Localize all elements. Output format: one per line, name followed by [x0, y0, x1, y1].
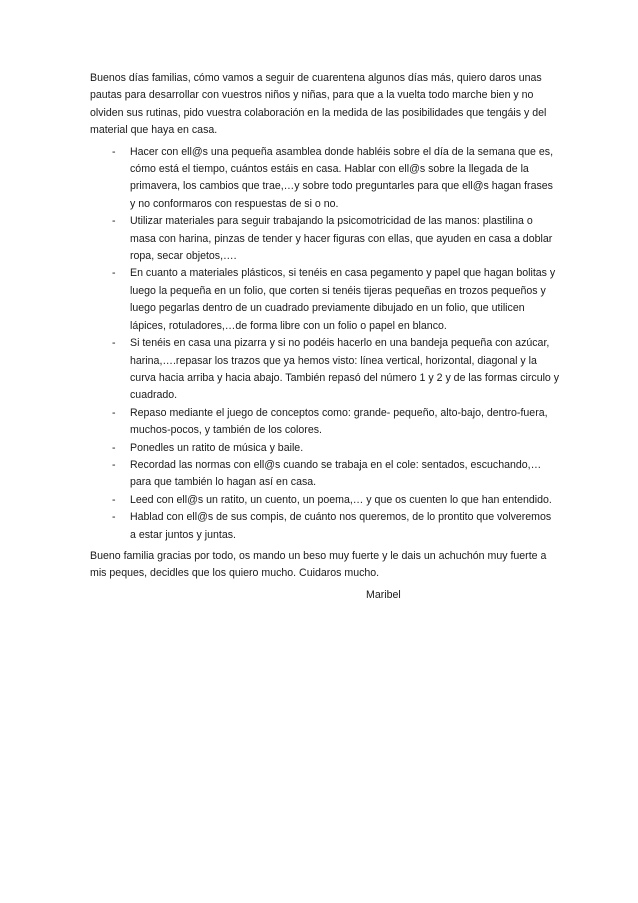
list-item — [90, 335, 560, 405]
signature: Maribel — [366, 588, 401, 601]
list-item — [90, 265, 560, 335]
closing-paragraph: Bueno familia gracias por todo, os mando un beso muy fuerte y le dais un achuchón muy fuerte a mis peques, decidles que los quiero mucho. Cuidaros mucho. — [90, 549, 547, 580]
list-item — [90, 213, 560, 265]
letter-document — [90, 70, 560, 604]
list-item — [90, 509, 560, 544]
list-item — [90, 492, 560, 509]
intro-paragraph: Buenos días familias, cómo vamos a seguir de cuarentena algunos días más, quiero daros unas pautas para desarrollar con vuestros niños y niñas, para que a la vuelta todo marche bien y no olviden sus rutinas, pido vuestra colaboración en la medida de las posibilidades que tengáis y del material que haya en casa. — [90, 72, 547, 137]
bullet-dash: - — [112, 493, 116, 506]
list-item-text: Si tenéis en casa una pizarra y si no podéis hacerlo en una bandeja pequeña con azúcar, harina,….repasar los trazos que ya hemos visto: línea vertical, horizontal, diagonal y la curva hacia arriba y hacia abajo. También repasó del número 1 y 2 y de las formas circulo y cuadrado. — [130, 337, 560, 402]
bullet-dash: - — [112, 406, 116, 419]
bullet-dash: - — [112, 145, 116, 158]
list-item — [90, 144, 560, 214]
list-item-text: Leed con ell@s un ratito, un cuento, un poema,… y que os cuenten lo que han entendido. — [130, 493, 552, 506]
list-item-text: Hacer con ell@s una pequeña asamblea donde habléis sobre el día de la semana que es, cómo está el tiempo, cuántos estáis en casa. Hablar con ell@s sobre la llegada de la primavera, los cambios que trae,…y sobre todo preguntarles para que ell@s hagan frases y no conformaros con respuestas de si o no. — [130, 145, 554, 210]
bullet-dash: - — [112, 441, 116, 454]
list-item-text: Recordad las normas con ell@s cuando se trabaja en el cole: sentados, escuchando,…para que también lo hagan así en casa. — [130, 458, 542, 489]
list-item-text: En cuanto a materiales plásticos, si tenéis en casa pegamento y papel que hagan bolitas y luego la pequeña en un folio, que corten si tenéis tijeras pequeñas en trozos pequeños y luego pegarlas dentro de un cuadrado previamente dibujado en un folio, que utilicen lápices, rotuladores,…de forma libre con un folio o papel en blanco. — [130, 267, 556, 332]
list-item — [90, 457, 560, 492]
bullet-dash: - — [112, 267, 116, 280]
bullet-dash: - — [112, 458, 116, 471]
bullet-dash: - — [112, 511, 116, 524]
list-item-text: Repaso mediante el juego de conceptos como: grande- pequeño, alto-bajo, dentro-fuera, muchos-pocos, y también de los colores. — [130, 406, 548, 437]
bullet-dash: - — [112, 337, 116, 350]
list-item — [90, 440, 560, 457]
bullet-dash: - — [112, 215, 116, 228]
list-item — [90, 405, 560, 440]
activity-list — [90, 144, 560, 544]
list-item-text: Utilizar materiales para seguir trabajando la psicomotricidad de las manos: plastilina o masa con harina, pinzas de tender y hacer figuras con ellas, que ayuden en casa a doblar ropa, secar objetos,…. — [130, 215, 553, 263]
list-item-text: Hablad con ell@s de sus compis, de cuánto nos queremos, de lo prontito que volveremos a estar juntos y juntas. — [130, 511, 552, 541]
list-item-text: Ponedles un ratito de música y baile. — [130, 441, 304, 454]
